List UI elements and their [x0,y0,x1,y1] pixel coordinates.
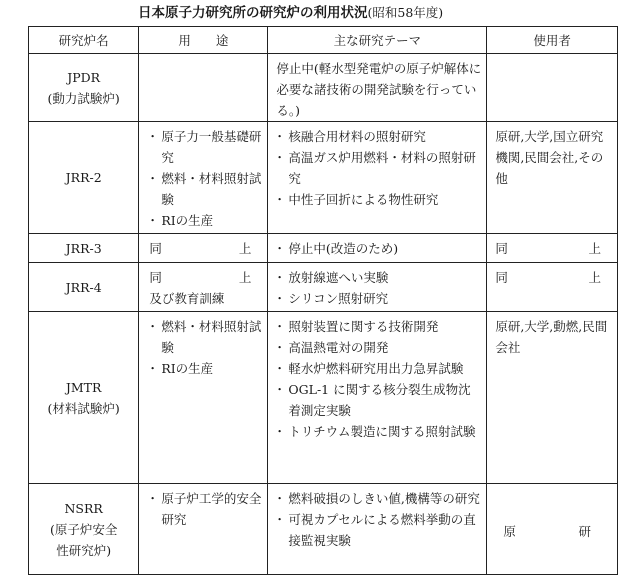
theme-cell [268,484,487,575]
ditto-left: 同 [149,270,162,285]
use-cell [139,234,268,263]
table-row-jrr2 [29,122,618,234]
reactor-name-cell [29,263,139,312]
theme-text: 停止中(軽水型発電炉の原子炉解体に必要な諸技術の開発試験を行っている。) [276,61,482,118]
reactor-name-cell [29,484,139,575]
user-text: 原研,大学,動燃,民間会社 [495,319,608,355]
table-row-jrr4 [29,263,618,312]
use-item: ・ RIの生産 [149,358,263,379]
theme-item: ・ 照射装置に関する技術開発 [276,316,482,337]
page-title [0,0,628,26]
header-row [29,27,618,54]
table-row-jmtr [29,312,618,484]
header-user: 使用者 [487,27,618,54]
theme-item: ・ 核融合用材料の照射研究 [276,126,482,147]
ditto-right: 上 [588,270,601,285]
theme-item: ・ 可視カプセルによる燃料挙動の直接監視実験 [276,509,482,551]
user-cell [487,263,618,312]
theme-item: ・ シリコン照射研究 [276,288,482,309]
use-extra: 及び教育訓練 [149,291,225,306]
ditto-mark [149,238,263,259]
reactor-name-cell [29,234,139,263]
header-reactor-name: 研究炉名 [29,27,139,54]
theme-item: ・ トリチウム製造に関する照射試験 [276,421,482,442]
reactor-name: NSRR [64,500,103,516]
theme-cell [268,122,487,234]
reactor-type-cont: 性研究炉) [56,542,112,558]
user-cell [487,122,618,234]
table-row-jpdr [29,54,618,122]
title-text: 日本原子力研究所の研究炉の利用状況 [138,5,368,21]
use-cell [139,263,268,312]
ditto-mark [495,267,613,288]
user-text [495,521,613,542]
reactor-name: JRR-3 [65,240,102,256]
user-part: 原 [503,523,516,539]
use-item: ・ 燃料・材料照射試験 [149,168,263,210]
ditto-right: 上 [588,241,601,256]
reactor-type: (動力試験炉) [47,90,120,106]
use-cell [139,54,268,122]
theme-cell [268,312,487,484]
theme-item: ・ OGL-1 に関する核分裂生成物沈着測定実験 [276,379,482,421]
user-cell [487,234,618,263]
theme-item: ・ 軽水炉燃料研究用出力急昇試験 [276,358,482,379]
reactor-type: (材料試験炉) [47,400,120,416]
table-row-nsrr [29,484,618,575]
user-text: 原研,大学,国立研究機関,民間会社,その他 [495,129,604,186]
user-cell [487,484,618,575]
ditto-mark [495,238,613,259]
reactor-type: (原子炉安全 [49,521,118,537]
use-item: ・ 原子力一般基礎研究 [149,126,263,168]
table-row-jrr3 [29,234,618,263]
reactor-name: JMTR [65,379,102,395]
theme-item: ・ 中性子回折による物性研究 [276,189,482,210]
use-item: ・ 原子炉工学的安全研究 [149,488,263,530]
theme-cell [268,263,487,312]
theme-item: ・ 燃料破損のしきい値,機構等の研究 [276,488,482,509]
use-cell [139,122,268,234]
reactor-usage-table [28,26,618,575]
ditto-left: 同 [495,270,508,285]
theme-item: ・ 放射線遮へい実験 [276,267,482,288]
reactor-name-cell [29,54,139,122]
ditto-left: 同 [149,241,162,256]
header-use: 用 途 [139,27,268,54]
reactor-name-cell [29,312,139,484]
use-cell [139,312,268,484]
reactor-name: JRR-4 [65,279,102,295]
title-year: (昭和58年度) [367,5,444,20]
theme-cell [268,234,487,263]
ditto-right: 上 [238,270,252,285]
use-item: ・ RIの生産 [149,210,263,231]
header-research-theme: 主な研究テーマ [268,27,487,54]
user-part: 研 [578,523,591,539]
theme-item: ・ 高温熱電対の開発 [276,337,482,358]
theme-cell [268,54,487,122]
reactor-name: JPDR [67,69,101,85]
reactor-name-cell [29,122,139,234]
ditto-right: 上 [238,241,252,256]
theme-item: ・ 高温ガス炉用燃料・材料の照射研究 [276,147,482,189]
user-cell [487,312,618,484]
ditto-left: 同 [495,241,508,256]
use-cell [139,484,268,575]
ditto-mark [149,267,263,288]
use-item: ・ 燃料・材料照射試験 [149,316,263,358]
user-cell [487,54,618,122]
theme-item: ・ 停止中(改造のため) [276,238,482,259]
reactor-name: JRR-2 [65,170,102,185]
